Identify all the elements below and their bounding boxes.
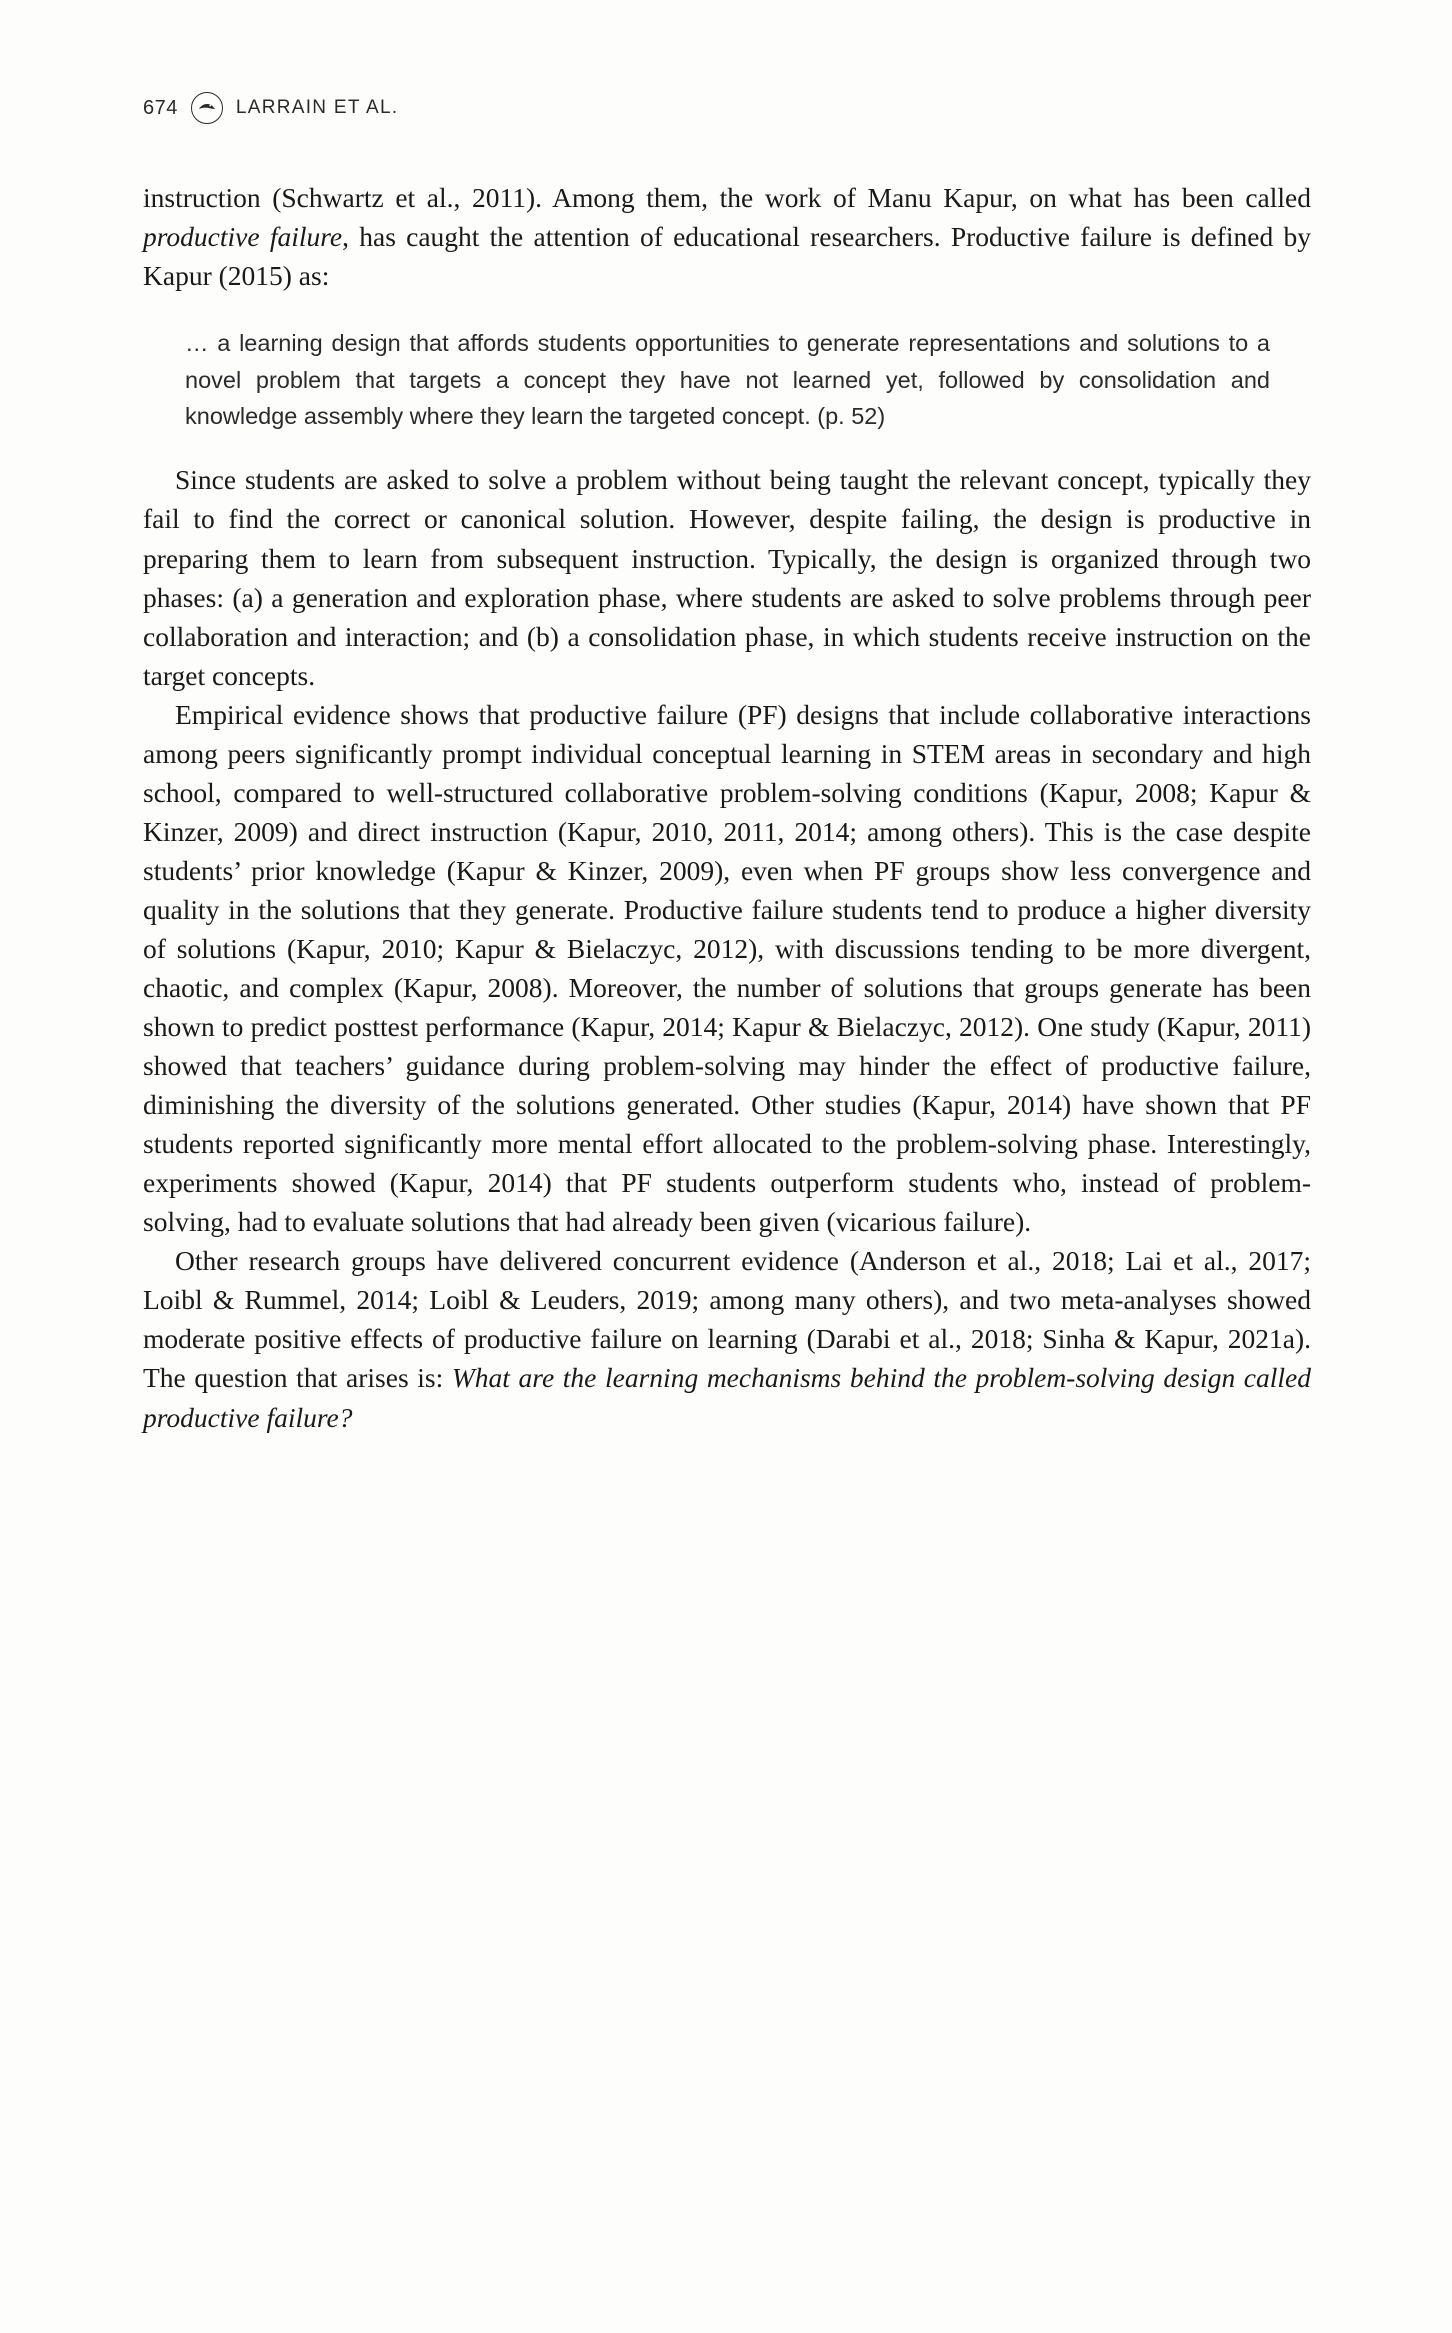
- paragraph-3: Empirical evidence shows that productive failure (PF) designs that include collaborative interactions among peers significantly prompt individual conceptual learning in STEM areas in secondary and high school, compared to well-structured collaborative problem-solving conditions (Kapur, 2008; Kapur & Kinzer, 2009) and direct instruction (Kapur, 2010, 2011, 2014; among others). This is the case despite students’ prior knowledge (Kapur & Kinzer, 2009), even when PF groups show less convergence and quality in the solutions that they generate. Productive failure students tend to produce a higher diversity of solutions (Kapur, 2010; Kapur & Bielaczyc, 2012), with discussions tending to be more divergent, chaotic, and complex (Kapur, 2008). Moreover, the number of solutions that groups generate has been shown to predict posttest performance (Kapur, 2014; Kapur & Bielaczyc, 2012). One study (Kapur, 2011) showed that teachers’ guidance during problem-solving may hinder the effect of productive failure, diminishing the diversity of the solutions generated. Other studies (Kapur, 2014) have shown that PF students reported significantly more mental effort allocated to the problem-solving phase. Interestingly, experiments showed (Kapur, 2014) that PF students outperform students who, instead of problem-solving, had to evaluate solutions that had already been given (vicarious failure).: [143, 698, 1311, 1238]
- paragraph-4: Other research groups have delivered concurrent evidence (Anderson et al., 2018; Lai et al., 2017; Loibl & Rummel, 2014; Loibl & Leuders, 2019; among many others), and two meta-analyses showed moderate positive effects of productive failure on learning (Darabi et al., 2018; Sinha & Kapur, 2021a). The question that arises is: What are the learning mechanisms behind the problem-solving design called productive failure?: [143, 1245, 1312, 1433]
- block-quotation: … a learning design that affords students opportunities to generate representations and solutions to a novel problem that targets a concept they have not learned yet, followed by consolidation and knowledge assembly where they learn the targeted concept. (p. 52): [185, 330, 1270, 429]
- circled-bird-logo-icon: [191, 92, 223, 124]
- paragraph-1: instruction (Schwartz et al., 2011). Among them, the work of Manu Kapur, on what has been called productive failure, has caught the attention of educational researchers. Productive failure is defined by Kapur (2015) as:: [143, 182, 1311, 292]
- body-text-column: [143, 178, 1311, 1437]
- running-head-title: LARRAIN ET AL.: [235, 97, 399, 118]
- page-number: 674: [143, 96, 178, 119]
- running-head: [143, 92, 398, 124]
- paragraph-2: Since students are asked to solve a problem without being taught the relevant concept, typically they fail to find the correct or canonical solution. However, despite failing, the design is productive in preparing them to learn from subsequent instruction. Typically, the design is organized through two phases: (a) a generation and exploration phase, where students are asked to solve problems through peer collaboration and interaction; and (b) a consolidation phase, in which students receive instruction on the target concepts.: [143, 464, 1311, 691]
